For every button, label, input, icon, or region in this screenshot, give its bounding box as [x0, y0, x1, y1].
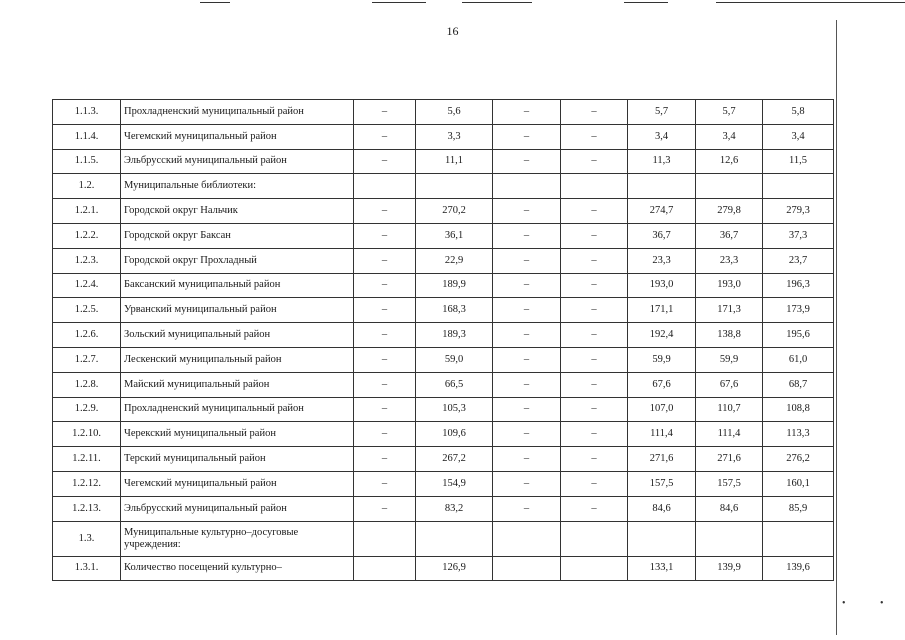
cell-c4: –	[561, 199, 628, 224]
row-name: Майский муниципальный район	[121, 372, 354, 397]
cell-c1: –	[354, 422, 416, 447]
cell-c6: 279,8	[696, 199, 763, 224]
cell-c1: –	[354, 149, 416, 174]
table-row	[53, 223, 834, 248]
table-row	[53, 496, 834, 521]
cell-c1: –	[354, 347, 416, 372]
cell-c3: –	[493, 397, 561, 422]
table-row	[53, 174, 834, 199]
cell-c1	[354, 174, 416, 199]
cell-c7: 11,5	[763, 149, 834, 174]
table-row	[53, 273, 834, 298]
cell-c2: 267,2	[416, 447, 493, 472]
cell-c5: 271,6	[628, 447, 696, 472]
cell-c4: –	[561, 323, 628, 348]
cell-c5	[628, 521, 696, 556]
row-name: Эльбрусский муниципальный район	[121, 149, 354, 174]
row-code: 1.2.7.	[53, 347, 121, 372]
row-name: Терский муниципальный район	[121, 447, 354, 472]
cell-c2: 59,0	[416, 347, 493, 372]
cell-c2: 83,2	[416, 496, 493, 521]
cell-c5: 36,7	[628, 223, 696, 248]
cell-c2: 168,3	[416, 298, 493, 323]
cell-c3: –	[493, 149, 561, 174]
cell-c1: –	[354, 447, 416, 472]
row-code: 1.2.10.	[53, 422, 121, 447]
row-code: 1.2.3.	[53, 248, 121, 273]
cell-c1: –	[354, 496, 416, 521]
row-code: 1.2.11.	[53, 447, 121, 472]
cell-c1: –	[354, 248, 416, 273]
cell-c7: 276,2	[763, 447, 834, 472]
cell-c6: 171,3	[696, 298, 763, 323]
row-name: Зольский муниципальный район	[121, 323, 354, 348]
cell-c7: 23,7	[763, 248, 834, 273]
cell-c7: 85,9	[763, 496, 834, 521]
table-row	[53, 521, 834, 556]
cell-c5: 59,9	[628, 347, 696, 372]
row-name: Баксанский муниципальный район	[121, 273, 354, 298]
cell-c4: –	[561, 372, 628, 397]
cell-c2: 154,9	[416, 471, 493, 496]
cell-c4: –	[561, 149, 628, 174]
cell-c7: 68,7	[763, 372, 834, 397]
scan-speck: •	[842, 598, 846, 609]
cell-c6: 36,7	[696, 223, 763, 248]
table-row	[53, 347, 834, 372]
cell-c6: 23,3	[696, 248, 763, 273]
cell-c5: 111,4	[628, 422, 696, 447]
cell-c4	[561, 521, 628, 556]
row-name: Чегемский муниципальный район	[121, 124, 354, 149]
cell-c5: 192,4	[628, 323, 696, 348]
cell-c4	[561, 174, 628, 199]
cell-c1: –	[354, 124, 416, 149]
table-row	[53, 298, 834, 323]
table-row	[53, 372, 834, 397]
cell-c7: 3,4	[763, 124, 834, 149]
cell-c4: –	[561, 124, 628, 149]
cell-c7: 160,1	[763, 471, 834, 496]
cell-c2: 22,9	[416, 248, 493, 273]
cell-c6: 67,6	[696, 372, 763, 397]
row-code: 1.3.1.	[53, 556, 121, 581]
cell-c3: –	[493, 372, 561, 397]
cell-c6: 157,5	[696, 471, 763, 496]
cell-c5: 67,6	[628, 372, 696, 397]
cell-c5: 133,1	[628, 556, 696, 581]
cell-c2: 36,1	[416, 223, 493, 248]
cell-c7: 279,3	[763, 199, 834, 224]
cell-c5: 5,7	[628, 100, 696, 125]
cell-c7: 37,3	[763, 223, 834, 248]
cell-c3: –	[493, 298, 561, 323]
cell-c1	[354, 556, 416, 581]
cell-c6: 59,9	[696, 347, 763, 372]
cell-c4: –	[561, 496, 628, 521]
cell-c6: 138,8	[696, 323, 763, 348]
cell-c5: 11,3	[628, 149, 696, 174]
data-table	[52, 99, 834, 581]
table-row	[53, 422, 834, 447]
cell-c4: –	[561, 422, 628, 447]
table-row	[53, 248, 834, 273]
cell-c3: –	[493, 199, 561, 224]
table-row	[53, 471, 834, 496]
cell-c3	[493, 556, 561, 581]
cell-c1	[354, 521, 416, 556]
cell-c3: –	[493, 471, 561, 496]
cell-c6: 271,6	[696, 447, 763, 472]
cell-c4: –	[561, 397, 628, 422]
row-name: Эльбрусский муниципальный район	[121, 496, 354, 521]
scan-speck: •	[880, 598, 884, 609]
row-code: 1.2.9.	[53, 397, 121, 422]
row-code: 1.2.4.	[53, 273, 121, 298]
row-code: 1.2.2.	[53, 223, 121, 248]
cell-c5: 3,4	[628, 124, 696, 149]
cell-c4: –	[561, 447, 628, 472]
row-name: Прохладненский муниципальный район	[121, 100, 354, 125]
cell-c2: 105,3	[416, 397, 493, 422]
cell-c5: 274,7	[628, 199, 696, 224]
cell-c6: 5,7	[696, 100, 763, 125]
cell-c6: 84,6	[696, 496, 763, 521]
row-code: 1.2.5.	[53, 298, 121, 323]
cell-c7	[763, 521, 834, 556]
cell-c2: 109,6	[416, 422, 493, 447]
cell-c5: 157,5	[628, 471, 696, 496]
margin-line	[836, 20, 837, 635]
row-name: Чегемский муниципальный район	[121, 471, 354, 496]
cell-c4: –	[561, 248, 628, 273]
cell-c2	[416, 521, 493, 556]
cell-c1: –	[354, 372, 416, 397]
cell-c1: –	[354, 100, 416, 125]
table-row	[53, 556, 834, 581]
cell-c7: 195,6	[763, 323, 834, 348]
row-name: Количество посещений культурно–	[121, 556, 354, 581]
cell-c6: 193,0	[696, 273, 763, 298]
cell-c3: –	[493, 223, 561, 248]
cell-c4: –	[561, 347, 628, 372]
cell-c1: –	[354, 298, 416, 323]
cell-c5: 84,6	[628, 496, 696, 521]
cell-c7: 173,9	[763, 298, 834, 323]
table-row	[53, 397, 834, 422]
row-code: 1.2.	[53, 174, 121, 199]
cell-c6	[696, 174, 763, 199]
cell-c1: –	[354, 273, 416, 298]
row-name: Лескенский муниципальный район	[121, 347, 354, 372]
row-name: Городской округ Прохладный	[121, 248, 354, 273]
row-code: 1.2.6.	[53, 323, 121, 348]
cell-c5: 193,0	[628, 273, 696, 298]
row-name: Муниципальные библиотеки:	[121, 174, 354, 199]
cell-c3	[493, 174, 561, 199]
cell-c3: –	[493, 422, 561, 447]
cell-c3: –	[493, 273, 561, 298]
row-name: Городской округ Баксан	[121, 223, 354, 248]
row-name: Урванский муниципальный район	[121, 298, 354, 323]
cell-c3: –	[493, 347, 561, 372]
cell-c7: 61,0	[763, 347, 834, 372]
cell-c2: 66,5	[416, 372, 493, 397]
cell-c5: 23,3	[628, 248, 696, 273]
row-code: 1.1.4.	[53, 124, 121, 149]
cell-c2: 3,3	[416, 124, 493, 149]
cell-c2	[416, 174, 493, 199]
cell-c2: 189,9	[416, 273, 493, 298]
cell-c4	[561, 556, 628, 581]
cell-c7: 108,8	[763, 397, 834, 422]
cell-c6: 111,4	[696, 422, 763, 447]
cell-c3: –	[493, 100, 561, 125]
cell-c2: 189,3	[416, 323, 493, 348]
row-code: 1.2.13.	[53, 496, 121, 521]
cell-c5	[628, 174, 696, 199]
cell-c6	[696, 521, 763, 556]
row-name: Городской округ Нальчик	[121, 199, 354, 224]
table-row	[53, 124, 834, 149]
cell-c3: –	[493, 447, 561, 472]
cell-c6: 12,6	[696, 149, 763, 174]
row-name: Черекский муниципальный район	[121, 422, 354, 447]
cell-c4: –	[561, 100, 628, 125]
cell-c3: –	[493, 248, 561, 273]
cell-c3: –	[493, 124, 561, 149]
cell-c2: 270,2	[416, 199, 493, 224]
table-row	[53, 149, 834, 174]
cell-c7: 139,6	[763, 556, 834, 581]
row-code: 1.2.8.	[53, 372, 121, 397]
cell-c3: –	[493, 496, 561, 521]
cell-c7: 113,3	[763, 422, 834, 447]
cell-c4: –	[561, 273, 628, 298]
cell-c1: –	[354, 223, 416, 248]
cell-c2: 5,6	[416, 100, 493, 125]
row-code: 1.2.1.	[53, 199, 121, 224]
cell-c6: 139,9	[696, 556, 763, 581]
cell-c4: –	[561, 223, 628, 248]
cell-c5: 171,1	[628, 298, 696, 323]
cell-c7: 5,8	[763, 100, 834, 125]
row-name: Прохладненский муниципальный район	[121, 397, 354, 422]
cell-c1: –	[354, 323, 416, 348]
row-code: 1.1.3.	[53, 100, 121, 125]
cell-c2: 11,1	[416, 149, 493, 174]
page-number: 16	[446, 24, 459, 38]
cell-c4: –	[561, 298, 628, 323]
top-edge-marks	[0, 0, 905, 6]
table-row	[53, 447, 834, 472]
cell-c3	[493, 521, 561, 556]
table-row	[53, 199, 834, 224]
cell-c1: –	[354, 199, 416, 224]
table-row	[53, 100, 834, 125]
cell-c5: 107,0	[628, 397, 696, 422]
cell-c1: –	[354, 471, 416, 496]
cell-c7: 196,3	[763, 273, 834, 298]
table-body	[53, 100, 834, 581]
cell-c3: –	[493, 323, 561, 348]
cell-c7	[763, 174, 834, 199]
row-code: 1.1.5.	[53, 149, 121, 174]
row-name: Муниципальные культурно–досуговые учреждения:	[121, 521, 354, 556]
cell-c6: 110,7	[696, 397, 763, 422]
cell-c6: 3,4	[696, 124, 763, 149]
cell-c4: –	[561, 471, 628, 496]
table-row	[53, 323, 834, 348]
cell-c2: 126,9	[416, 556, 493, 581]
cell-c1: –	[354, 397, 416, 422]
row-code: 1.2.12.	[53, 471, 121, 496]
row-code: 1.3.	[53, 521, 121, 556]
